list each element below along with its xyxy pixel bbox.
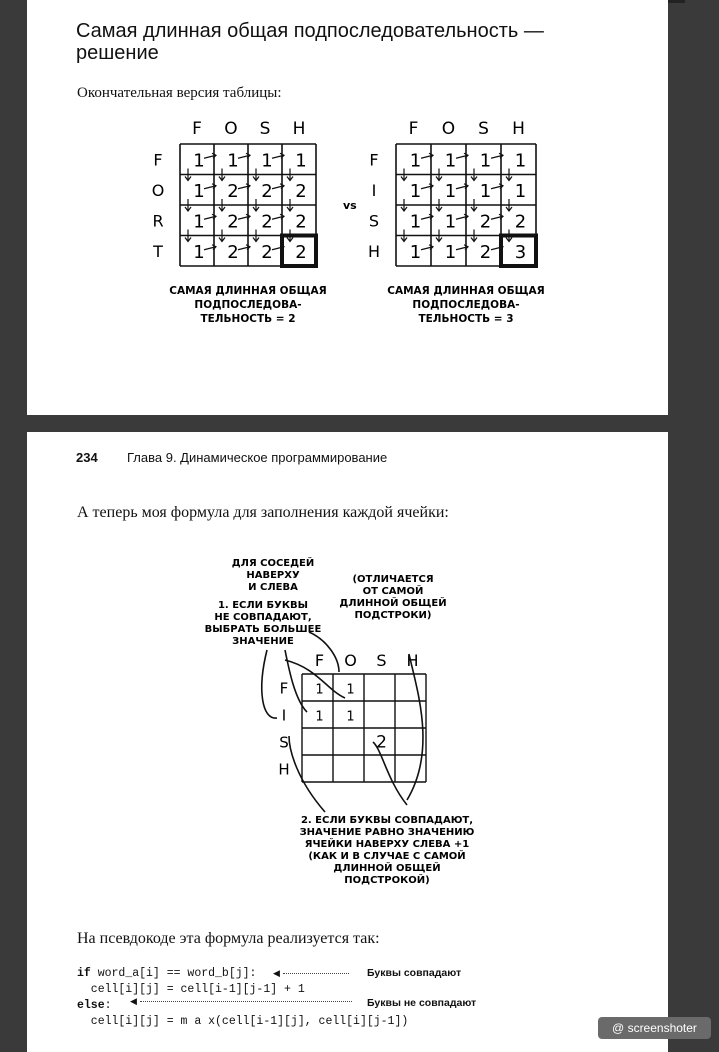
left-table-cell: 2 — [295, 180, 307, 202]
left-table-arrow-right — [204, 214, 216, 219]
arrow-to-s-row — [289, 736, 325, 812]
code-line-4: cell[i][j] = m a x(cell[i-1][j], cell[i][j-1]) — [77, 1015, 409, 1028]
left-table-cell: 1 — [227, 150, 239, 172]
dotted-leader-1 — [283, 973, 349, 974]
left-table-cell: 1 — [193, 241, 205, 263]
left-table-cell: 2 — [261, 211, 273, 233]
code-line-2: cell[i][j] = cell[i-1][j-1] + 1 — [77, 983, 305, 996]
arrow-left-icon: ◀ — [130, 996, 137, 1006]
note-differs-line: ПОДСТРОКИ) — [354, 610, 432, 621]
left-table-arrow-right — [238, 153, 250, 158]
left-table-arrow-right — [238, 214, 250, 219]
section-title: Самая длинная общая подпоследовательность — решение — [76, 20, 544, 64]
left-table-caption-line: ТЕЛЬНОСТЬ = 2 — [200, 313, 296, 325]
page-number: 234 — [76, 450, 98, 465]
left-table-arrow-right — [272, 184, 284, 189]
left-table-cell: 1 — [193, 180, 205, 202]
left-table-cell: 2 — [261, 180, 273, 202]
right-table-row-label: H — [367, 241, 381, 261]
diagram-row-label: F — [279, 679, 289, 698]
left-table-cell: 1 — [193, 150, 205, 172]
left-table-row-label: T — [153, 241, 163, 261]
note-nomatch: Буквы не совпадают — [367, 997, 477, 1009]
right-table-cell: 1 — [479, 150, 492, 172]
note-rule1-line: ЗНАЧЕНИЕ — [232, 636, 294, 647]
right-table-cell: 1 — [514, 150, 527, 172]
note-neighbors-line: ДЛЯ СОСЕДЕЙ — [231, 558, 315, 569]
code-keyword-if: if — [77, 967, 91, 980]
diagram-col-label: H — [406, 651, 419, 670]
left-table-cell: 1 — [193, 211, 205, 233]
left-table-arrow-right — [204, 153, 216, 158]
right-table-caption-line: САМАЯ ДЛИННАЯ ОБЩАЯ — [387, 285, 545, 297]
right-table-cell: 1 — [409, 241, 422, 263]
code-keyword-else: else — [77, 999, 105, 1012]
left-table-cell: 2 — [227, 241, 239, 263]
note-rule2-line: ЯЧЕЙКИ НАВЕРХУ СЛЕВА +1 — [304, 839, 470, 850]
left-table-arrow-right — [238, 245, 250, 250]
right-table-col-label: S — [478, 120, 489, 139]
diagram-col-label: F — [314, 651, 325, 670]
right-table-caption-line: ПОДПОСЛЕДОВА- — [412, 299, 520, 311]
right-table-arrow-right — [456, 214, 468, 219]
page-1 — [27, 0, 668, 415]
right-table-arrow-right — [421, 245, 433, 250]
diagram-row-label: H — [278, 760, 290, 779]
left-table-cell: 2 — [295, 241, 307, 263]
arrow-left-icon: ◀ — [273, 968, 280, 978]
note-differs-line: (ОТЛИЧАЕТСЯ — [352, 574, 434, 585]
note-rule1-line: ВЫБРАТЬ БОЛЬШЕЕ — [204, 624, 322, 635]
code-line-1 — [77, 967, 256, 980]
diagram-row-label: S — [279, 733, 289, 752]
diagram-cell: 2 — [376, 732, 387, 753]
note-differs-line: ОТ САМОЙ — [362, 586, 424, 597]
note-rule2-line: (КАК И В СЛУЧАЕ С САМОЙ — [308, 851, 466, 862]
left-table-cell: 1 — [261, 150, 273, 172]
arrow-to-i — [262, 650, 277, 718]
diagram-col-label: O — [344, 651, 357, 670]
right-table-cell: 1 — [514, 180, 527, 202]
left-table-col-label: O — [224, 120, 238, 139]
right-table-col-label: O — [441, 120, 456, 139]
vs-label: vs — [343, 199, 357, 212]
left-table-cell: 2 — [295, 211, 307, 233]
diagram-cell: 1 — [315, 682, 324, 698]
code-line-3 — [77, 999, 112, 1012]
note-differs-line: ДЛИННОЙ ОБЩЕЙ — [339, 598, 447, 609]
formula-lead: А теперь моя формула для заполнения каждой ячейки: — [77, 504, 449, 521]
right-table-arrow-right — [421, 214, 433, 219]
right-table-col-label: H — [512, 120, 525, 139]
chapter-title: Глава 9. Динамическое программирование — [127, 450, 388, 465]
diagram-cell: 1 — [346, 709, 355, 725]
right-table-arrow-right — [456, 153, 468, 158]
left-table-caption-line: ПОДПОСЛЕДОВА- — [194, 299, 302, 311]
lcs-tables-figure — [27, 120, 668, 380]
right-table-col-label: F — [408, 120, 419, 139]
left-table-cell: 2 — [261, 241, 273, 263]
left-table-cell: 1 — [295, 150, 307, 172]
right-table-caption-line: ТЕЛЬНОСТЬ = 3 — [418, 313, 514, 325]
right-table-cell: 1 — [409, 211, 422, 233]
right-table-arrow-right — [421, 153, 433, 158]
right-table-row-label: I — [371, 180, 377, 200]
note-rule1-line: НЕ СОВПАДАЮТ, — [214, 612, 312, 623]
right-table-cell: 1 — [444, 211, 457, 233]
formula-diagram — [27, 550, 668, 900]
right-table-cell: 1 — [444, 180, 457, 202]
left-table-row-label: F — [153, 150, 163, 170]
left-table-col-label: H — [292, 120, 306, 139]
note-rule2-line: ПОДСТРОКОЙ) — [344, 875, 430, 886]
note-rule1-line: 1. ЕСЛИ БУКВЫ — [217, 600, 309, 611]
pseudo-lead: На псевдокоде эта формула реализуется так: — [77, 930, 380, 947]
note-neighbors-line: И СЛЕВА — [248, 582, 298, 593]
right-table-row-label: S — [368, 211, 380, 231]
left-table-cell: 2 — [227, 180, 239, 202]
diagram-cell: 1 — [346, 682, 355, 698]
right-table-arrow-right — [456, 245, 468, 250]
left-table-caption-line: САМАЯ ДЛИННАЯ ОБЩАЯ — [169, 285, 327, 297]
diagram-row-label: I — [281, 706, 287, 725]
right-table-cell: 2 — [479, 241, 492, 263]
right-table-cell: 1 — [479, 180, 492, 202]
lead-text: Окончательная версия таблицы: — [77, 85, 282, 101]
right-table-cell: 1 — [409, 180, 422, 202]
right-table-cell: 1 — [444, 241, 457, 263]
right-table-cell: 1 — [444, 150, 457, 172]
right-table-cell: 3 — [514, 241, 527, 263]
left-table-arrow-right — [272, 153, 284, 158]
right-table-arrow-right — [491, 153, 503, 158]
right-table-arrow-right — [491, 184, 503, 189]
left-table-row-label: O — [151, 180, 165, 200]
left-table-arrow-right — [204, 245, 216, 250]
left-table-col-label: F — [192, 120, 202, 139]
right-table-arrow-right — [456, 184, 468, 189]
right-table-cell: 2 — [514, 211, 527, 233]
code-text-1: word_a[i] == word_b[j]: — [90, 967, 257, 980]
note-rule2-line: 2. ЕСЛИ БУКВЫ СОВПАДАЮТ, — [300, 815, 474, 826]
right-table-row-label: F — [369, 150, 379, 170]
right-table-arrow-right — [491, 214, 503, 219]
note-rule2-line: ЗНАЧЕНИЕ РАВНО ЗНАЧЕНИЮ — [299, 827, 475, 838]
note-rule2-line: ДЛИННОЙ ОБЩЕЙ — [333, 863, 441, 874]
right-table-cell: 1 — [409, 150, 422, 172]
page-2 — [27, 432, 668, 1052]
left-table-col-label: S — [259, 120, 271, 139]
arrow-to-s — [407, 654, 423, 800]
left-table-row-label: R — [152, 211, 164, 231]
diagram-col-label: S — [376, 651, 387, 670]
code-text-3: : — [104, 999, 112, 1012]
left-table-arrow-right — [272, 214, 284, 219]
dotted-leader-2 — [140, 1001, 352, 1002]
right-table-arrow-right — [421, 184, 433, 189]
diagram-cell: 1 — [315, 709, 324, 725]
note-neighbors-line: НАВЕРХУ — [246, 570, 300, 581]
screenshoter-watermark: @ screenshoter — [598, 1017, 711, 1039]
left-table-arrow-right — [238, 184, 250, 189]
right-table-cell: 2 — [479, 211, 492, 233]
left-table-cell: 2 — [227, 211, 239, 233]
left-table-arrow-right — [204, 184, 216, 189]
note-match: Буквы совпадают — [367, 967, 462, 979]
